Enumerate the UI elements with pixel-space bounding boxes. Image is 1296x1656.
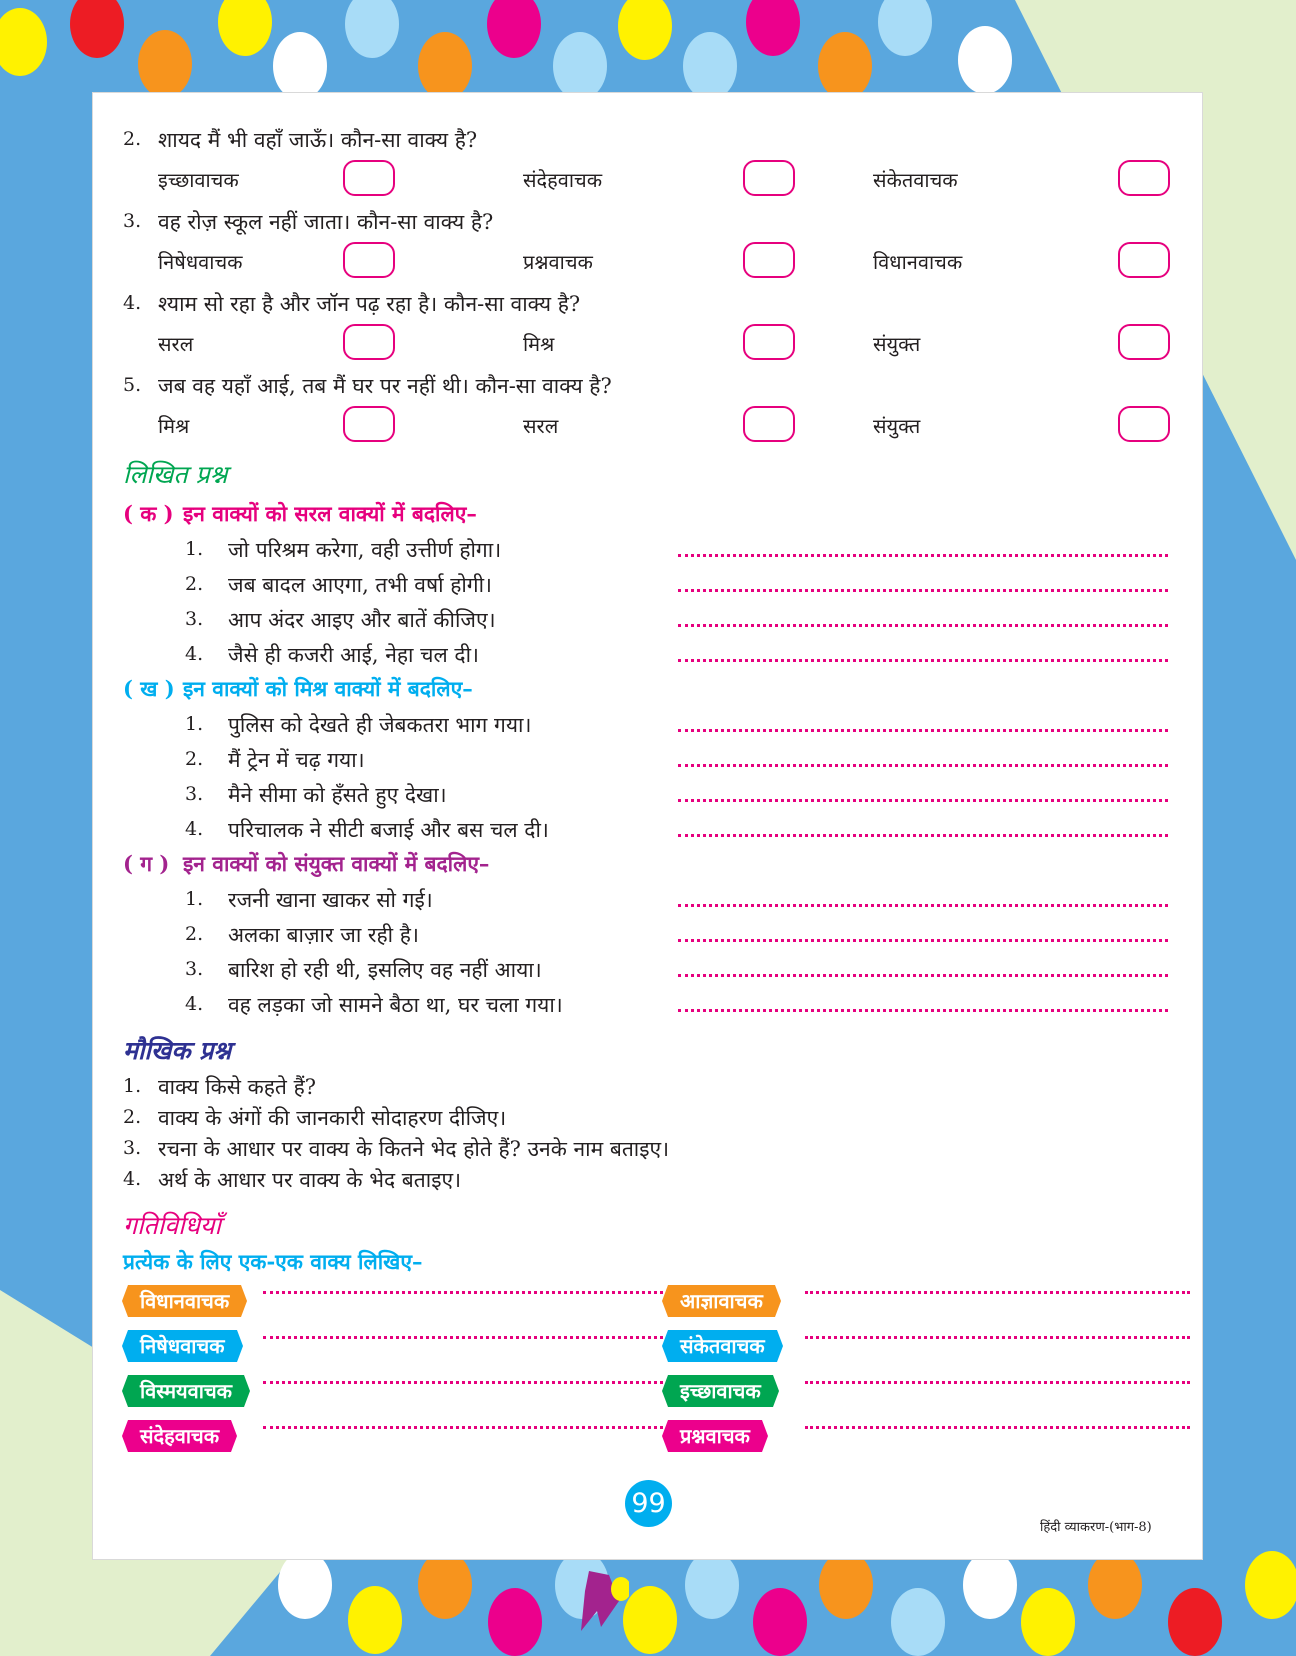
sentence-type-tag: संदेहवाचक [128,1420,231,1452]
part-title: इन वाक्यों को सरल वाक्यों में बदलिए– [183,501,477,526]
answer-line[interactable] [678,939,1168,942]
oral-question: वाक्य किसे कहते हैं? [158,1075,316,1099]
answer-line[interactable] [805,1426,1190,1429]
page-sheet [93,93,1202,1559]
item-number: 4. [185,643,204,665]
answer-box[interactable] [1118,406,1170,442]
answer-box[interactable] [343,324,395,360]
item-number: 2. [185,923,204,945]
item-sentence: जब बादल आएगा, तभी वर्षा होगी। [228,573,493,597]
option-label: विधानवाचक [873,250,963,274]
oral-question: रचना के आधार पर वाक्य के कितने भेद होते हैं? उनके नाम बताइए। [158,1137,670,1161]
item-number: 2. [185,748,204,770]
answer-line[interactable] [263,1336,718,1339]
oral-number: 4. [123,1168,142,1190]
answer-line[interactable] [678,589,1168,592]
answer-box[interactable] [743,406,795,442]
oral-number: 1. [123,1075,142,1097]
option-label: मिश्र [158,414,190,438]
item-number: 4. [185,818,204,840]
answer-line[interactable] [805,1336,1190,1339]
part-label: ( ग ) [123,851,170,876]
answer-line[interactable] [678,799,1168,802]
sentence-type-tag: इच्छावाचक [668,1375,773,1407]
part-label: ( ख ) [123,676,175,701]
option-label: संदेहवाचक [523,168,603,192]
item-sentence: मैं ट्रेन में चढ़ गया। [228,748,365,772]
part-label: ( क ) [123,501,174,526]
option-label: संकेतवाचक [873,168,958,192]
item-sentence: जो परिश्रम करेगा, वही उत्तीर्ण होगा। [228,538,502,562]
activities-heading: गतिविधियाँ [123,1211,222,1240]
question-number: 4. [123,292,142,314]
item-number: 3. [185,783,204,805]
sentence-type-tag: विस्मयवाचक [128,1375,244,1407]
answer-line[interactable] [678,834,1168,837]
answer-line[interactable] [678,764,1168,767]
answer-line[interactable] [263,1291,718,1294]
written-heading: लिखित प्रश्न [123,460,228,489]
option-label: संयुक्त [873,332,921,356]
question-number: 2. [123,128,142,150]
question-text: जब वह यहाँ आई, तब मैं घर पर नहीं थी। कौन-सा वाक्य है? [158,374,612,398]
sentence-type-tag: प्रश्नवाचक [668,1420,762,1452]
answer-box[interactable] [343,406,395,442]
footer-text: हिंदी व्याकरण-(भाग-8) [1040,1520,1152,1535]
answer-box[interactable] [743,160,795,196]
option-label: निषेधवाचक [158,250,243,274]
item-number: 1. [185,713,204,735]
answer-box[interactable] [1118,160,1170,196]
sentence-type-tag: विधानवाचक [128,1285,241,1317]
option-label: प्रश्नवाचक [523,250,593,274]
ribbon-icon [579,1571,629,1633]
answer-line[interactable] [805,1381,1190,1384]
answer-box[interactable] [343,160,395,196]
item-sentence: वह लड़का जो सामने बैठा था, घर चला गया। [228,993,563,1017]
answer-line[interactable] [263,1426,718,1429]
item-sentence: अलका बाज़ार जा रही है। [228,923,419,947]
answer-line[interactable] [678,1009,1168,1012]
item-sentence: परिचालक ने सीटी बजाई और बस चल दी। [228,818,549,842]
question-text: शायद मैं भी वहाँ जाऊँ। कौन-सा वाक्य है? [158,128,478,152]
answer-line[interactable] [678,729,1168,732]
item-sentence: रजनी खाना खाकर सो गई। [228,888,433,912]
item-sentence: आप अंदर आइए और बातें कीजिए। [228,608,496,632]
item-number: 2. [185,573,204,595]
answer-box[interactable] [743,242,795,278]
question-number: 3. [123,210,142,232]
question-text: श्याम सो रहा है और जॉन पढ़ रहा है। कौन-सा वाक्य है? [158,292,581,316]
answer-box[interactable] [743,324,795,360]
answer-line[interactable] [263,1381,718,1384]
answer-line[interactable] [678,659,1168,662]
answer-box[interactable] [343,242,395,278]
item-number: 3. [185,958,204,980]
oral-number: 3. [123,1137,142,1159]
sentence-type-tag: निषेधवाचक [128,1330,237,1362]
item-number: 1. [185,538,204,560]
question-number: 5. [123,374,142,396]
page-number: 99 [625,1480,672,1527]
answer-line[interactable] [678,904,1168,907]
part-title: इन वाक्यों को संयुक्त वाक्यों में बदलिए– [183,851,490,876]
oral-number: 2. [123,1106,142,1128]
item-sentence: पुलिस को देखते ही जेबकतरा भाग गया। [228,713,532,737]
sentence-type-tag: संकेतवाचक [668,1330,777,1362]
part-title: इन वाक्यों को मिश्र वाक्यों में बदलिए– [183,676,473,701]
oral-heading: मौखिक प्रश्न [123,1036,232,1065]
option-label: संयुक्त [873,414,921,438]
answer-line[interactable] [678,554,1168,557]
answer-line[interactable] [678,974,1168,977]
oral-question: अर्थ के आधार पर वाक्य के भेद बताइए। [158,1168,462,1192]
item-sentence: बारिश हो रही थी, इसलिए वह नहीं आया। [228,958,542,982]
answer-line[interactable] [805,1291,1190,1294]
item-sentence: मैने सीमा को हँसते हुए देखा। [228,783,447,807]
option-label: सरल [523,414,559,438]
option-label: मिश्र [523,332,555,356]
option-label: इच्छावाचक [158,168,239,192]
answer-line[interactable] [678,624,1168,627]
activities-instruction: प्रत्येक के लिए एक-एक वाक्य लिखिए– [123,1249,423,1274]
option-label: सरल [158,332,194,356]
item-number: 1. [185,888,204,910]
answer-box[interactable] [1118,242,1170,278]
item-number: 4. [185,993,204,1015]
question-text: वह रोज़ स्कूल नहीं जाता। कौन-सा वाक्य है? [158,210,494,234]
answer-box[interactable] [1118,324,1170,360]
item-number: 3. [185,608,204,630]
oral-question: वाक्य के अंगों की जानकारी सोदाहरण दीजिए। [158,1106,507,1130]
item-sentence: जैसे ही कजरी आई, नेहा चल दी। [228,643,479,667]
sentence-type-tag: आज्ञावाचक [668,1285,775,1317]
